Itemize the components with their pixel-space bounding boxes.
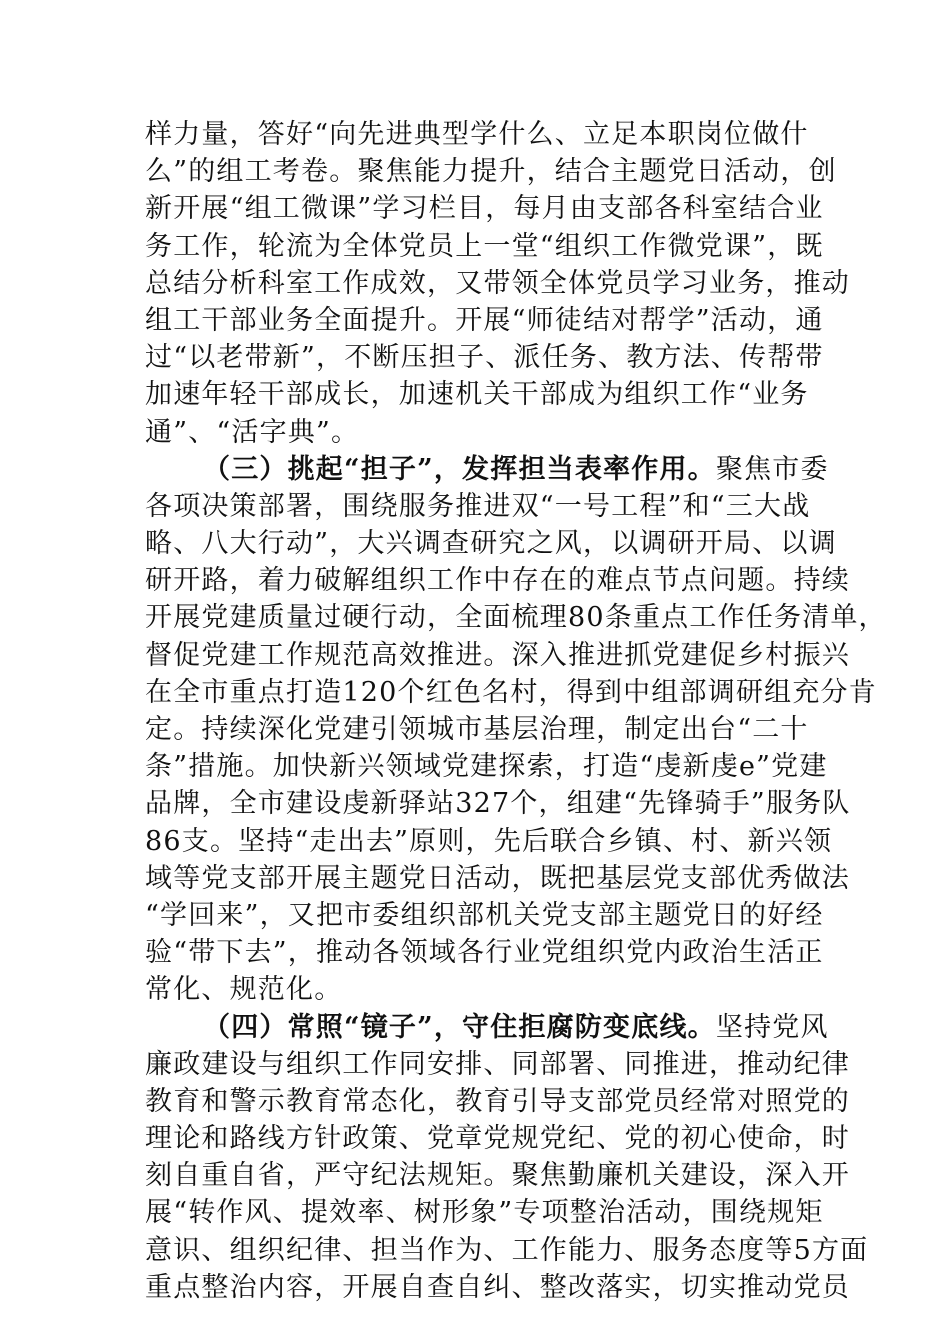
section-heading: （三）挑起“担子”，发挥担当表率作用。 [203,453,716,485]
text-line: 常化、规范化。 [145,974,343,1006]
text-line: 过“以老带新”，不断压担子、派任务、教方法、传帮带 [145,342,824,374]
section-first-line-text: 坚持党风 [715,1011,829,1043]
text-line: 通”、“活字典”。 [145,416,360,448]
text-line: 新开展“组工微课”学习栏目，每月由支部各科室结合业 [145,193,824,225]
text-line: 域等党支部开展主题党日活动，既把基层党支部优秀做法 [145,862,850,894]
text-line: 品牌，全市建设虔新驿站327个，组建“先锋骑手”服务队 [145,788,851,820]
text-line: “学回来”，又把市委组织部机关党支部主题党日的好经 [145,899,824,931]
text-line: 各项决策部署，围绕服务推进双“一号工程”和“三大战 [145,490,811,522]
text-line: 在全市重点打造120个红色名村，得到中组部调研组充分肯 [145,676,877,708]
document-body [145,116,887,1306]
text-line: 重点整治内容，开展自查自纠、整改落实，切实推动党员 [145,1271,850,1303]
text-line: 理论和路线方针政策、党章党规党纪、党的初心使命，时 [145,1123,850,1155]
text-line: 务工作，轮流为全体党员上一堂“组织工作微党课”，既 [145,230,824,262]
text-line: 定。持续深化党建引领城市基层治理，制定出台“二十 [145,714,809,745]
text-line: 教育和警示教育常态化，教育引导支部党员经常对照党的 [145,1085,850,1117]
paragraph-continuation [145,116,850,451]
paragraph-section-four [145,1009,869,1307]
text-line: 条”措施。加快新兴领域党建探索，打造“虔新虔e”党建 [145,751,828,783]
text-line: 加速年轻干部成长，加速机关干部成为组织工作“业务 [145,379,809,411]
text-line: 总结分析科室工作成效，又带领全体党员学习业务，推动 [145,267,850,299]
text-line: 么”的组工考卷。聚焦能力提升，结合主题党日活动，创 [145,156,837,188]
text-line: 刻自重自省，严守纪法规矩。聚焦勤廉机关建设，深入开 [145,1160,850,1192]
text-line: 廉政建设与组织工作同安排、同部署、同推进，推动纪律 [145,1048,850,1080]
section-first-line-text: 聚焦市委 [715,453,829,485]
section-first-line [145,451,829,488]
section-heading: （四）常照“镜子”，守住拒腐防变底线。 [203,1011,716,1043]
text-line: 展“转作风、提效率、树形象”专项整治活动，围绕规矩 [145,1197,824,1229]
paragraph-section-three [145,451,887,1009]
text-line: 样力量，答好“向先进典型学什么、立足本职岗位做什 [145,119,809,150]
text-line: 研开路，着力破解组织工作中存在的难点节点问题。持续 [145,565,850,597]
text-line: 意识、组织纪律、担当作为、工作能力、服务态度等5方面 [145,1234,869,1266]
text-line: 略、八大行动”，大兴调查研究之风，以调研开局、以调 [145,528,837,560]
text-line: 督促党建工作规范高效推进。深入推进抓党建促乡村振兴 [145,639,850,671]
text-line: 组工干部业务全面提升。开展“师徒结对帮学”活动，通 [145,304,824,336]
text-line: 验“带下去”，推动各领域各行业党组织党内政治生活正 [145,937,824,969]
section-first-line [145,1009,829,1046]
text-line: 开展党建质量过硬行动，全面梳理80条重点工作任务清单， [145,602,887,634]
text-line: 86支。坚持“走出去”原则，先后联合乡镇、村、新兴领 [145,825,833,857]
